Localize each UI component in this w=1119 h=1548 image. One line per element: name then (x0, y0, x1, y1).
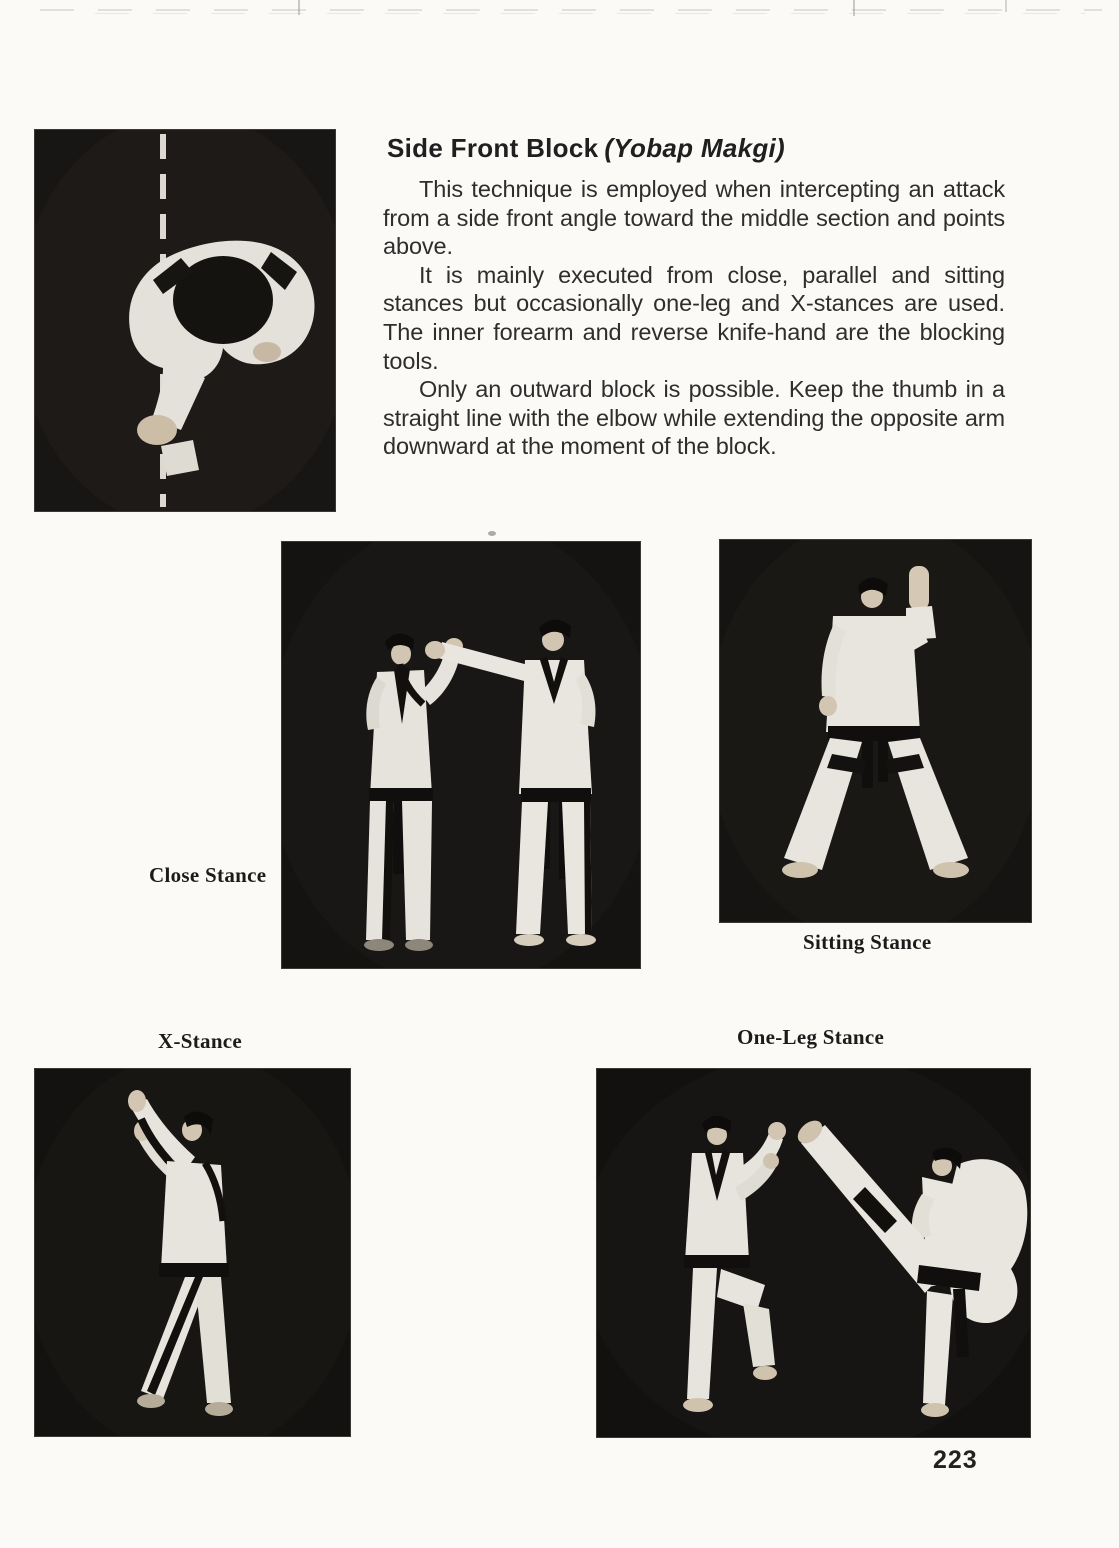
x-stance-label: X-Stance (158, 1029, 243, 1053)
speck-artifact (488, 531, 496, 536)
x-stance-illustration (35, 1069, 350, 1436)
x-stance-photo (35, 1069, 350, 1436)
overhead-block-photo (35, 130, 335, 511)
close-stance-illustration (282, 542, 640, 968)
scan-artifact-line (40, 9, 1102, 11)
scan-artifact-tick (1005, 0, 1007, 12)
close-stance-photo (282, 542, 640, 968)
overhead-block-illustration (35, 130, 335, 511)
article-body (383, 175, 1005, 461)
one-leg-stance-illustration (597, 1069, 1030, 1437)
one-leg-stance-photo (597, 1069, 1030, 1437)
one-leg-stance-label: One-Leg Stance (737, 1025, 885, 1049)
scan-artifact-tick (298, 0, 300, 15)
scan-artifact-tick (853, 0, 855, 16)
paragraph-1: This technique is employed when intercepting an attack from a side front angle toward the middle section and points above. (383, 176, 1005, 260)
paragraph-2: It is mainly executed from close, parallel and sitting stances but occasionally one-leg and X-stances are used. The inner forearm and reverse knife-hand are the blocking tools. (383, 261, 1005, 374)
close-stance-label: Close Stance (149, 863, 267, 887)
sitting-stance-illustration (720, 540, 1031, 922)
title-english: Side Front Block (387, 133, 599, 163)
sitting-stance-photo (720, 540, 1031, 922)
scan-artifact-line (95, 13, 1085, 14)
sitting-stance-label: Sitting Stance (803, 930, 932, 954)
page-number: 223 (933, 1446, 978, 1474)
paragraph-3: Only an outward block is possible. Keep the thumb in a straight line with the elbow while extending the opposite arm downward at the moment of the block. (383, 376, 1005, 460)
title-romanized: (Yobap Makgi) (604, 133, 785, 163)
page-title (387, 133, 785, 164)
